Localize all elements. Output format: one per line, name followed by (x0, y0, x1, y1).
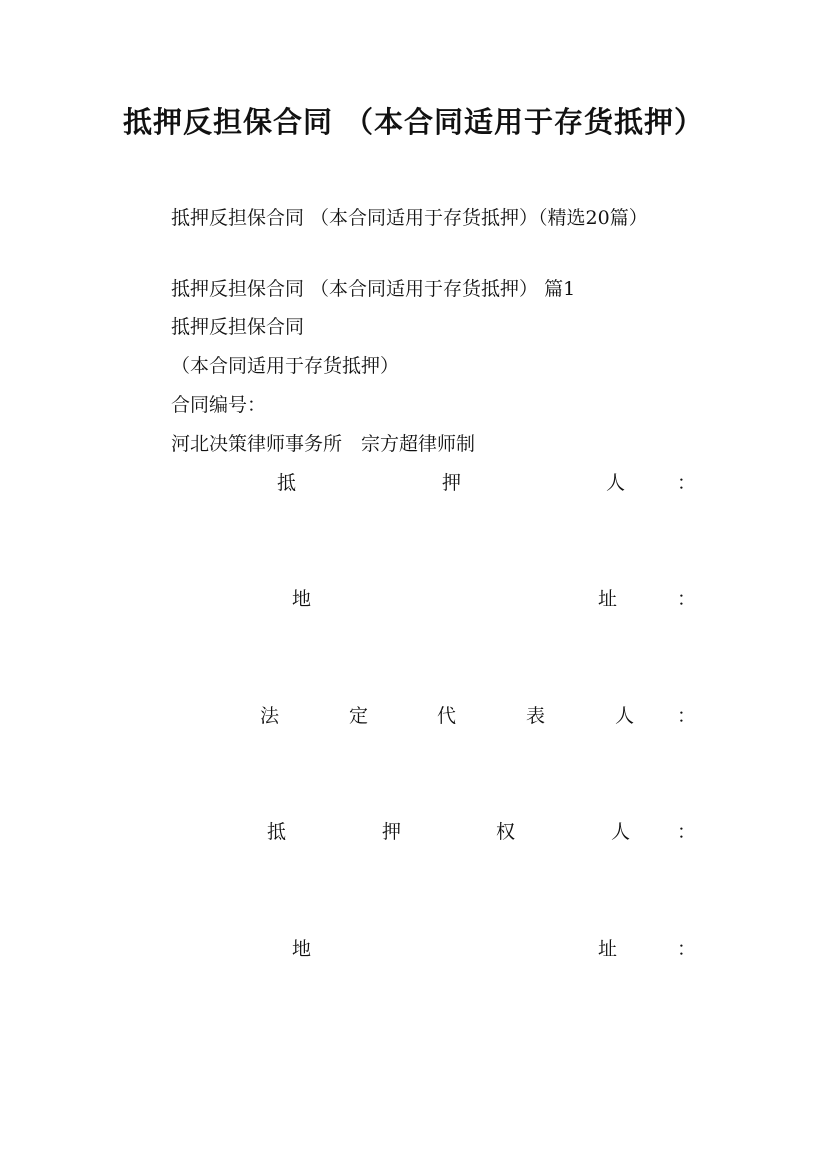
field-colon: ： (677, 938, 697, 960)
field-char: 地 (292, 938, 312, 960)
field-char: 表 (526, 705, 546, 727)
field-char: 定 (349, 705, 369, 727)
field-char: 址 (598, 938, 618, 960)
field-colon: ： (677, 472, 697, 494)
field-mortgagee-address (0, 940, 827, 966)
field-colon: ： (677, 705, 697, 727)
field-char: 地 (292, 588, 312, 610)
field-char: 权 (496, 821, 516, 843)
field-colon: ： (677, 588, 697, 610)
field-char: 抵 (267, 821, 287, 843)
document-title: 抵押反担保合同 （本合同适用于存货抵押） (122, 105, 705, 139)
field-char: 人 (606, 472, 626, 494)
field-char: 抵 (277, 472, 297, 494)
contract-subtitle: 抵押反担保合同 (171, 316, 305, 338)
intro-paragraph: 抵押反担保合同 （本合同适用于存货抵押）（精选20篇） (171, 207, 648, 229)
scope-note: （本合同适用于存货抵押） (171, 355, 400, 377)
field-legal-representative (0, 707, 827, 733)
field-mortgagor (0, 474, 827, 500)
field-char: 押 (382, 821, 402, 843)
field-mortgagor-address (0, 590, 827, 616)
field-colon: ： (677, 821, 697, 843)
field-mortgagee (0, 823, 827, 849)
field-char: 址 (598, 588, 618, 610)
author-line: 河北决策律师事务所 宗方超律师制 (171, 433, 476, 455)
field-char: 押 (442, 472, 462, 494)
field-char: 人 (615, 705, 635, 727)
contract-number-label: 合同编号： (171, 394, 267, 416)
field-char: 法 (260, 705, 280, 727)
field-char: 人 (611, 821, 631, 843)
section-heading: 抵押反担保合同 （本合同适用于存货抵押） 篇1 (171, 278, 576, 300)
field-char: 代 (437, 705, 457, 727)
